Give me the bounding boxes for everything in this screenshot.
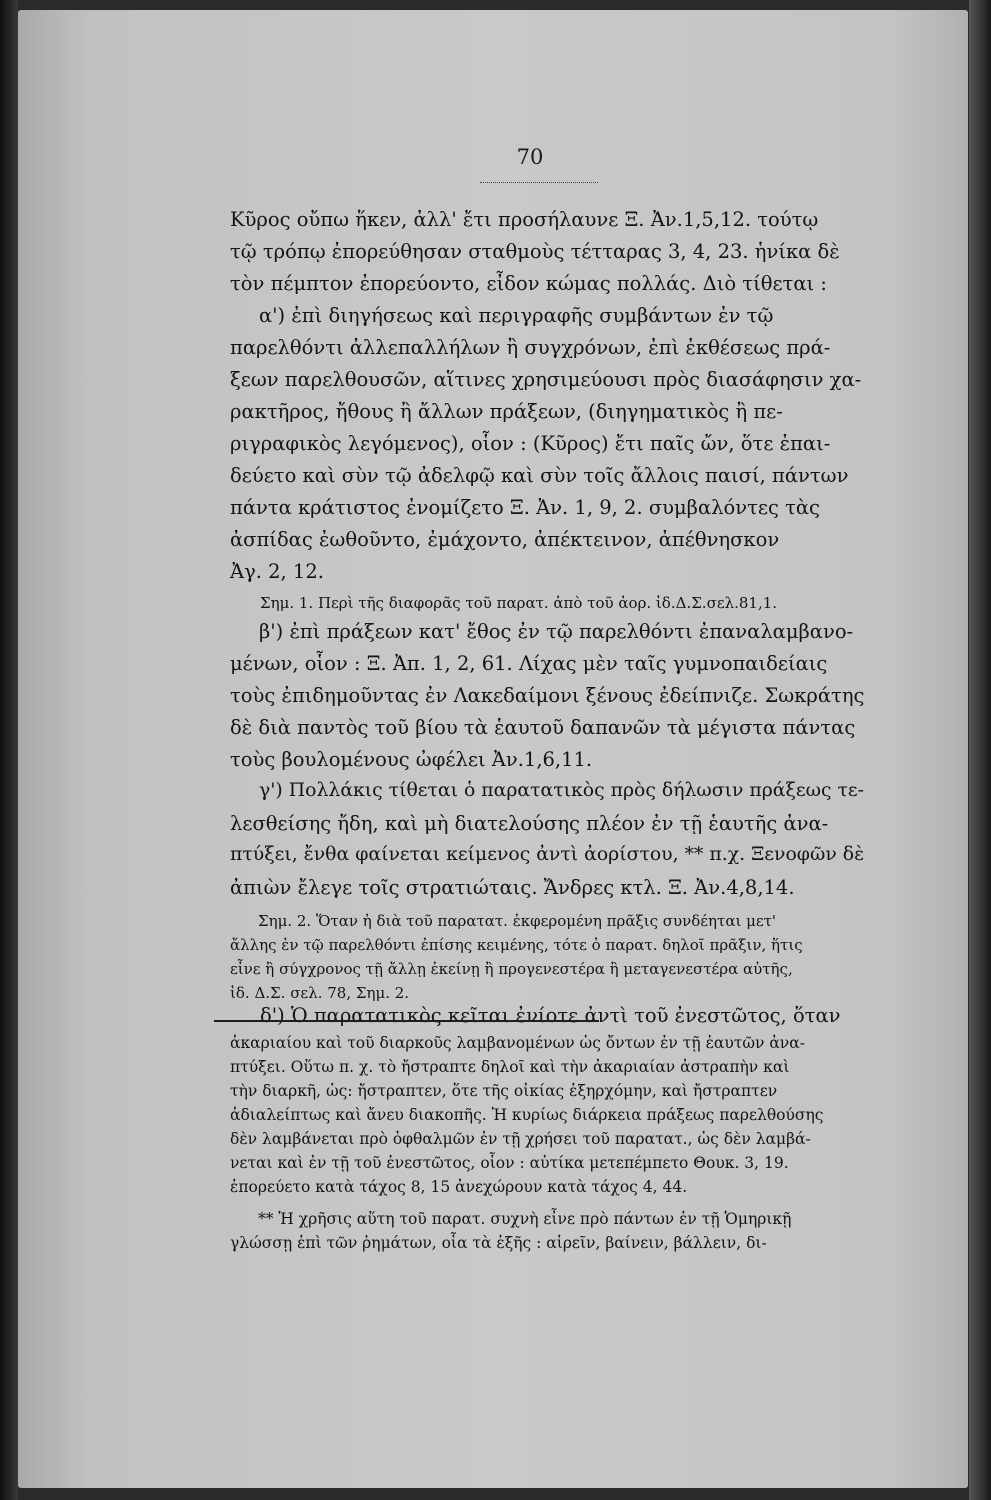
text-line: μένων, οἷον : Ξ. Ἀπ. 1, 2, 61. Λίχας μὲν ταῖς γυμνοπαιδείαις bbox=[230, 652, 828, 675]
text-line: πτύξει, ἔνθα φαίνεται κείμενος ἀντὶ ἀορίστου, ** π.χ. Ξενοφῶν δὲ bbox=[230, 844, 865, 865]
text-line: ριγραφικὸς λεγόμενος), οἷον : (Κῦρος) ἔτι παῖς ὤν, ὅτε ἐπαι- bbox=[230, 432, 831, 455]
footnote-line: δὲν λαμβάνεται πρὸ ὀφθαλμῶν ἐν τῇ χρήσει τοῦ παρατατ., ὡς δὲν λαμβά- bbox=[230, 1130, 811, 1148]
text-line: α') ἐπὶ διηγήσεως καὶ περιγραφῆς συμβάντων ἐν τῷ bbox=[259, 304, 774, 327]
footnote-line: τὴν διαρκῆ, ὡς: ἤστραπτεν, ὅτε τῆς οἰκίας ἐξηρχόμην, καὶ ἤστραπτεν bbox=[230, 1082, 778, 1100]
text-line: ἀσπίδας ἐωθοῦντο, ἐμάχοντο, ἀπέκτεινον, ἀπέθνησκον bbox=[230, 528, 780, 551]
note-line: ἰδ. Δ.Σ. σελ. 78, Σημ. 2. bbox=[230, 984, 410, 1002]
text-line: ἀπιὼν ἔλεγε τοῖς στρατιώταις. Ἄνδρες κτλ. Ξ. Ἀν.4,8,14. bbox=[230, 876, 795, 899]
text-line: ρακτῆρος, ἤθους ἢ ἄλλων πράξεων, (διηγηματικὸς ἢ πε- bbox=[230, 400, 783, 423]
text-line: δὲ διὰ παντὸς τοῦ βίου τὰ ἑαυτοῦ δαπανῶν τὰ μέγιστα πάντας bbox=[230, 716, 856, 739]
left-binding-shadow bbox=[0, 0, 18, 1500]
page-number-rule bbox=[480, 182, 598, 183]
text-line: Κῦρος οὔπω ἥκεν, ἀλλ' ἔτι προσήλαυνε Ξ. Ἀν.1,5,12. τούτῳ bbox=[230, 208, 819, 231]
text-line: δεύετο καὶ σὺν τῷ ἀδελφῷ καὶ σὺν τοῖς ἄλλοις παισί, πάντων bbox=[230, 464, 849, 487]
right-edge-shadow bbox=[969, 0, 991, 1500]
text-line: β') ἐπὶ πράξεων κατ' ἔθος ἐν τῷ παρελθόντι ἐπαναλαμβανο- bbox=[259, 620, 854, 643]
note-line: Σημ. 1. Περὶ τῆς διαφορᾶς τοῦ παρατ. ἀπὸ τοῦ ἀορ. ἰδ.Δ.Σ.σελ.81,1. bbox=[260, 594, 778, 612]
text-line: δ') Ὁ παρατατικὸς κεῖται ἐνίοτε ἀντὶ τοῦ ἐνεστῶτος, ὅταν bbox=[260, 1004, 841, 1027]
text-line: ξεων παρελθουσῶν, αἵτινες χρησιμεύουσι πρὸς διασάφησιν χα- bbox=[230, 368, 862, 391]
text-line: πάντα κράτιστος ἐνομίζετο Ξ. Ἀν. 1, 9, 2. συμβαλόντες τὰς bbox=[230, 496, 820, 519]
page-number: 70 bbox=[516, 145, 544, 169]
note-line: Σημ. 2. Ὅταν ἡ διὰ τοῦ παρατατ. ἐκφερομένη πρᾶξις συνδέηται μετ' bbox=[258, 912, 777, 930]
text-line: τὸν πέμπτον ἐπορεύοντο, εἶδον κώμας πολλάς. Διὸ τίθεται : bbox=[230, 272, 827, 295]
footnote-line: νεται καὶ ἐν τῇ τοῦ ἐνεστῶτος, οἷον : αὐτίκα μετεπέμπετο Θουκ. 3, 19. bbox=[230, 1154, 789, 1172]
text-line: τοὺς βουλομένους ὠφέλει Ἀν.1,6,11. bbox=[230, 748, 593, 771]
text-line: λεσθείσης ἤδη, καὶ μὴ διατελούσης πλέον ἐν τῇ ἑαυτῆς ἀνα- bbox=[230, 812, 829, 835]
note-line: εἶνε ἢ σύγχρονος τῇ ἄλλῃ ἐκείνῃ ἢ προγενεστέρα ἢ μεταγενεστέρα αὐτῆς, bbox=[230, 960, 793, 978]
footnote-line: ἀδιαλείπτως καὶ ἄνευ διακοπῆς. Ἡ κυρίως διάρκεια πράξεως παρελθούσης bbox=[230, 1106, 824, 1124]
text-line: τῷ τρόπῳ ἐπορεύθησαν σταθμοὺς τέτταρας 3, 4, 23. ἡνίκα δὲ bbox=[230, 240, 840, 263]
footnote-line: ἐπορεύετο κατὰ τάχος 8, 15 ἀνεχώρουν κατὰ τάχος 4, 44. bbox=[230, 1178, 688, 1196]
footnote-line: ἀκαριαίου καὶ τοῦ διαρκοῦς λαμβανομένων ὡς ὄντων ἐν τῇ ἑαυτῶν ἀνα- bbox=[230, 1034, 805, 1052]
footnote-line: πτύξει. Οὕτω π. χ. τὸ ἤστραπτε δηλοῖ καὶ τὴν ἀκαριαίαν ἀστραπὴν καὶ bbox=[230, 1058, 790, 1076]
text-line: Ἀγ. 2, 12. bbox=[230, 560, 324, 583]
footnote-separator bbox=[214, 1020, 599, 1022]
text-line: παρελθόντι ἀλλεπαλλήλων ἢ συγχρόνων, ἐπὶ ἐκθέσεως πρά- bbox=[230, 336, 831, 359]
footnote-line: γλώσσῃ ἐπὶ τῶν ῥημάτων, οἷα τὰ ἑξῆς : αἱρεῖν, βαίνειν, βάλλειν, δι- bbox=[230, 1234, 767, 1252]
text-line: γ') Πολλάκις τίθεται ὁ παρατατικὸς πρὸς δήλωσιν πράξεως τε- bbox=[259, 780, 864, 801]
footnote-line: ** Ἡ χρῆσις αὕτη τοῦ παρατ. συχνὴ εἶνε πρὸ πάντων ἐν τῇ Ὁμηρικῇ bbox=[258, 1210, 792, 1228]
note-line: ἄλλης ἐν τῷ παρελθόντι ἐπίσης κειμένης, τότε ὁ παρατ. δηλοῖ πρᾶξιν, ἥτις bbox=[230, 936, 803, 954]
text-line: τοὺς ἐπιδημοῦντας ἐν Λακεδαίμονι ξένους ἐδείπνιζε. Σωκράτης bbox=[230, 684, 865, 707]
